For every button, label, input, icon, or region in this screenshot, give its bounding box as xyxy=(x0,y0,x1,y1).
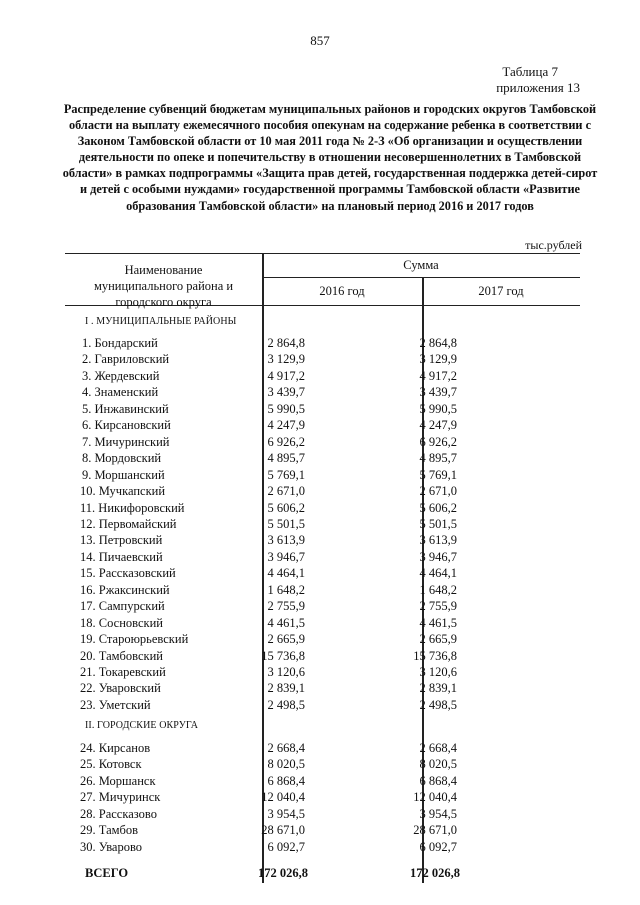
row-name: 20. Тамбовский xyxy=(80,648,163,663)
table-label: Таблица 7 xyxy=(502,64,558,79)
row-name: 24. Кирсанов xyxy=(80,741,151,755)
header-2016: 2016 год xyxy=(319,284,365,298)
total-label: ВСЕГО xyxy=(85,866,129,880)
value-2017: 3 129,9 xyxy=(419,352,457,367)
appendix-label: приложения 13 xyxy=(496,80,580,95)
row-name: 28. Рассказово xyxy=(80,806,157,821)
value-2017: 4 461,5 xyxy=(419,615,457,630)
value-2017: 4 464,1 xyxy=(419,566,457,581)
row-name: 5. Инжавинский xyxy=(82,401,169,416)
row-name: 23. Уметский xyxy=(80,697,151,712)
row-name: 10. Мучкапский xyxy=(80,484,166,499)
row-name: 29. Тамбов xyxy=(80,823,139,838)
value-2016: 5 606,2 xyxy=(267,500,305,515)
units-label: тыс.рублей xyxy=(525,238,582,252)
row-name: 3. Жердевский xyxy=(82,368,160,383)
value-2016: 2 665,9 xyxy=(267,632,305,647)
page-number: 857 xyxy=(310,33,330,48)
value-2016: 3 613,9 xyxy=(267,533,305,548)
value-2016: 4 461,5 xyxy=(267,615,305,630)
row-name: 22. Уваровский xyxy=(80,681,161,696)
section-title: II. ГОРОДСКИЕ ОКРУГА xyxy=(85,720,199,731)
row-name: 6. Кирсановский xyxy=(82,418,171,433)
value-2017: 3 954,5 xyxy=(419,806,457,821)
table-top-border xyxy=(65,253,580,254)
row-name: 14. Пичаевский xyxy=(80,549,163,564)
row-name: 16. Ржаксинский xyxy=(80,582,170,597)
row-name: 9. Моршанский xyxy=(82,467,165,482)
row-name: 25. Котовск xyxy=(80,757,142,772)
value-2017: 5 990,5 xyxy=(419,401,457,416)
section-title: I . МУНИЦИПАЛЬНЫЕ РАЙОНЫ xyxy=(85,316,237,327)
row-name: 8. Мордовский xyxy=(82,451,162,466)
value-2016: 2 839,1 xyxy=(267,681,305,696)
value-2017: 8 020,5 xyxy=(419,757,457,772)
value-2016: 6 926,2 xyxy=(267,434,305,449)
value-2017: 2 864,8 xyxy=(419,336,457,350)
value-2017: 6 092,7 xyxy=(419,839,457,854)
value-2017: 5 769,1 xyxy=(419,467,457,482)
value-2016: 1 648,2 xyxy=(267,582,305,597)
value-2016: 3 120,6 xyxy=(267,665,305,679)
value-2017: 3 946,7 xyxy=(419,549,457,564)
value-2017: 3 439,7 xyxy=(419,385,457,400)
row-name: 12. Первомайский xyxy=(80,516,177,531)
row-name: 27. Мичуринск xyxy=(80,790,161,805)
row-name: 17. Сампурский xyxy=(80,599,165,614)
value-2016: 3 129,9 xyxy=(267,352,305,367)
total-2017: 172 026,8 xyxy=(410,866,460,880)
value-2017: 2 839,1 xyxy=(419,681,457,696)
value-2016: 8 020,5 xyxy=(267,757,305,772)
value-2016: 6 092,7 xyxy=(267,839,305,854)
document-title: Распределение субвенций бюджетам муниципальных районов и городских округов Тамбовской области на выплату ежемесячного пособия опекунам на содержание ребенка в соответствии с Законом Тамбовской области от 10 мая 2011 года № 2-З «Об организации и осуществлении деятельности по опеке и попечительству в отношении несовершеннолетних в Тамбовской области» в рамках подпрограммы «Защита прав детей, государственная поддержка детей-сирот и детей с особыми нуждами» государственной программы Тамбовской области «Развитие образования Тамбовской области» на плановый период 2016 и 2017 годов xyxy=(62,102,598,213)
value-2016: 28 671,0 xyxy=(261,823,305,838)
value-2016: 2 498,5 xyxy=(267,697,305,712)
row-name: 26. Моршанск xyxy=(80,773,156,788)
value-2017: 2 668,4 xyxy=(419,741,457,755)
value-2017: 5 606,2 xyxy=(419,500,457,515)
value-2016: 5 501,5 xyxy=(267,516,305,531)
value-2016: 6 868,4 xyxy=(267,773,305,788)
row-name: 15. Рассказовский xyxy=(80,566,176,581)
value-2017: 3 120,6 xyxy=(419,665,457,679)
value-2016: 2 668,4 xyxy=(267,741,305,755)
value-2017: 6 868,4 xyxy=(419,773,457,788)
value-2016: 3 954,5 xyxy=(267,806,305,821)
row-name: 7. Мичуринский xyxy=(82,434,170,449)
value-2017: 2 665,9 xyxy=(419,632,457,647)
value-2017: 28 671,0 xyxy=(413,823,457,838)
row-name: 13. Петровский xyxy=(80,533,163,548)
value-2016: 3 439,7 xyxy=(267,385,305,400)
row-name: 21. Токаревский xyxy=(80,665,166,679)
row-name: 18. Сосновский xyxy=(80,615,163,630)
value-2017: 4 247,9 xyxy=(419,418,457,433)
row-name: 2. Гавриловский xyxy=(82,352,170,367)
row-name: 19. Староюрьевский xyxy=(80,632,189,647)
header-2017: 2017 год xyxy=(478,284,524,298)
value-2016: 4 247,9 xyxy=(267,418,305,433)
header-divider xyxy=(262,277,580,278)
value-2017: 1 648,2 xyxy=(419,582,457,597)
value-2017: 3 613,9 xyxy=(419,533,457,548)
value-2016: 5 769,1 xyxy=(267,467,305,482)
value-2017: 2 671,0 xyxy=(419,484,457,499)
value-2016: 2 671,0 xyxy=(267,484,305,499)
value-2016: 4 917,2 xyxy=(267,368,305,383)
value-2017: 2 755,9 xyxy=(419,599,457,614)
value-2017: 12 040,4 xyxy=(413,790,457,805)
value-2016: 4 464,1 xyxy=(267,566,305,581)
value-2017: 2 498,5 xyxy=(419,697,457,712)
value-2016: 2 755,9 xyxy=(267,599,305,614)
value-2017: 4 895,7 xyxy=(419,451,457,466)
value-2017: 15 736,8 xyxy=(413,648,457,663)
value-2017: 4 917,2 xyxy=(419,368,457,383)
total-2016: 172 026,8 xyxy=(258,866,308,880)
row-name: 4. Знаменский xyxy=(82,385,159,400)
row-name: 30. Уварово xyxy=(80,839,143,854)
header-name-column: Наименование муниципального района и городского округа xyxy=(93,263,234,309)
value-2017: 5 501,5 xyxy=(419,516,457,531)
row-name: 11. Никифоровский xyxy=(80,500,185,515)
value-2016: 2 864,8 xyxy=(267,336,305,350)
value-2016: 4 895,7 xyxy=(267,451,305,466)
row-name: 1. Бондарский xyxy=(82,336,158,350)
value-2016: 3 946,7 xyxy=(267,549,305,564)
value-2016: 15 736,8 xyxy=(261,648,305,663)
header-sum: Сумма xyxy=(403,258,439,272)
value-2016: 12 040,4 xyxy=(261,790,305,805)
value-2016: 5 990,5 xyxy=(267,401,305,416)
value-2017: 6 926,2 xyxy=(419,434,457,449)
